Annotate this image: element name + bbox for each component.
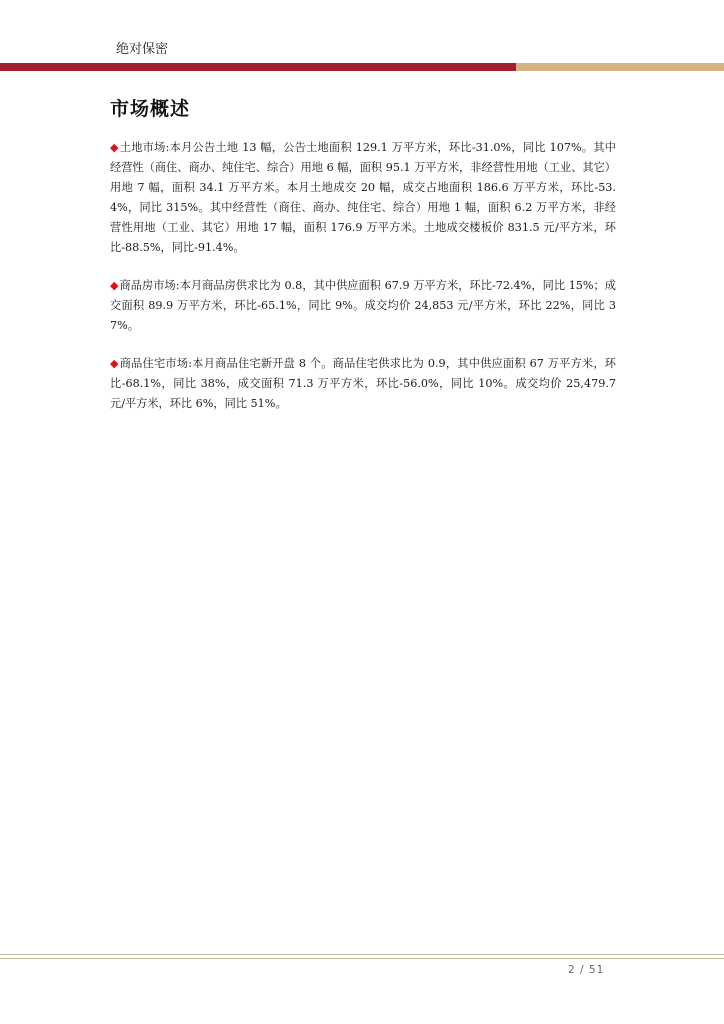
document-header-label: 绝对保密 — [116, 42, 169, 57]
page-number: 2 / 51 — [568, 964, 605, 976]
header-divider-bar — [0, 63, 724, 71]
paragraph-residential-market — [110, 354, 616, 414]
section-title: 市场概述 — [110, 98, 191, 120]
footer-double-rule — [0, 954, 724, 959]
paragraph-land-market — [110, 138, 616, 258]
paragraph-commercial-housing-market — [110, 276, 616, 336]
section-body — [110, 138, 616, 432]
paragraph-text: 商品房市场:本月商品房供求比为 0.8，其中供应面积 67.9 万平方米，环比-72.4%，同比 15%；成交面积 89.9 万平方米，环比-65.1%，同比 9%。成交均价 24,853 元/平方米，环比 22%，同比 37%。 — [110, 279, 616, 332]
red-diamond-bullet-icon: ◆ — [110, 279, 119, 292]
red-diamond-bullet-icon: ◆ — [110, 357, 119, 370]
header-bar-red-segment — [0, 63, 516, 71]
red-diamond-bullet-icon: ◆ — [110, 141, 119, 154]
paragraph-text: 商品住宅市场:本月商品住宅新开盘 8 个。商品住宅供求比为 0.9，其中供应面积 67 万平方米，环比-68.1%，同比 38%，成交面积 71.3 万平方米，环比-56.0%，同比 10%。成交均价 25,479.7 元/平方米，环比 6%，同比 51%。 — [110, 357, 616, 410]
paragraph-text: 土地市场:本月公告土地 13 幅，公告土地面积 129.1 万平方米，环比-31.0%，同比 107%。其中经营性（商住、商办、纯住宅、综合）用地 6 幅，面积 95.1 万平方米，非经营性用地（工业、其它）用地 7 幅，面积 34.1 万平方米。本月土地成交 20 幅，成交占地面积 186.6 万平方米，环比-53.4%，同比 315%。其中经营性（商住、商办、纯住宅、综合）用地 1 幅，面积 6.2 万平方米，非经营性用地（工业、其它）用地 17 幅，面积 176.9 万平方米。土地成交楼板价 831.5 元/平方米，环比-88.5%，同比-91.4%。 — [110, 141, 616, 254]
header-bar-gold-segment — [516, 63, 724, 71]
